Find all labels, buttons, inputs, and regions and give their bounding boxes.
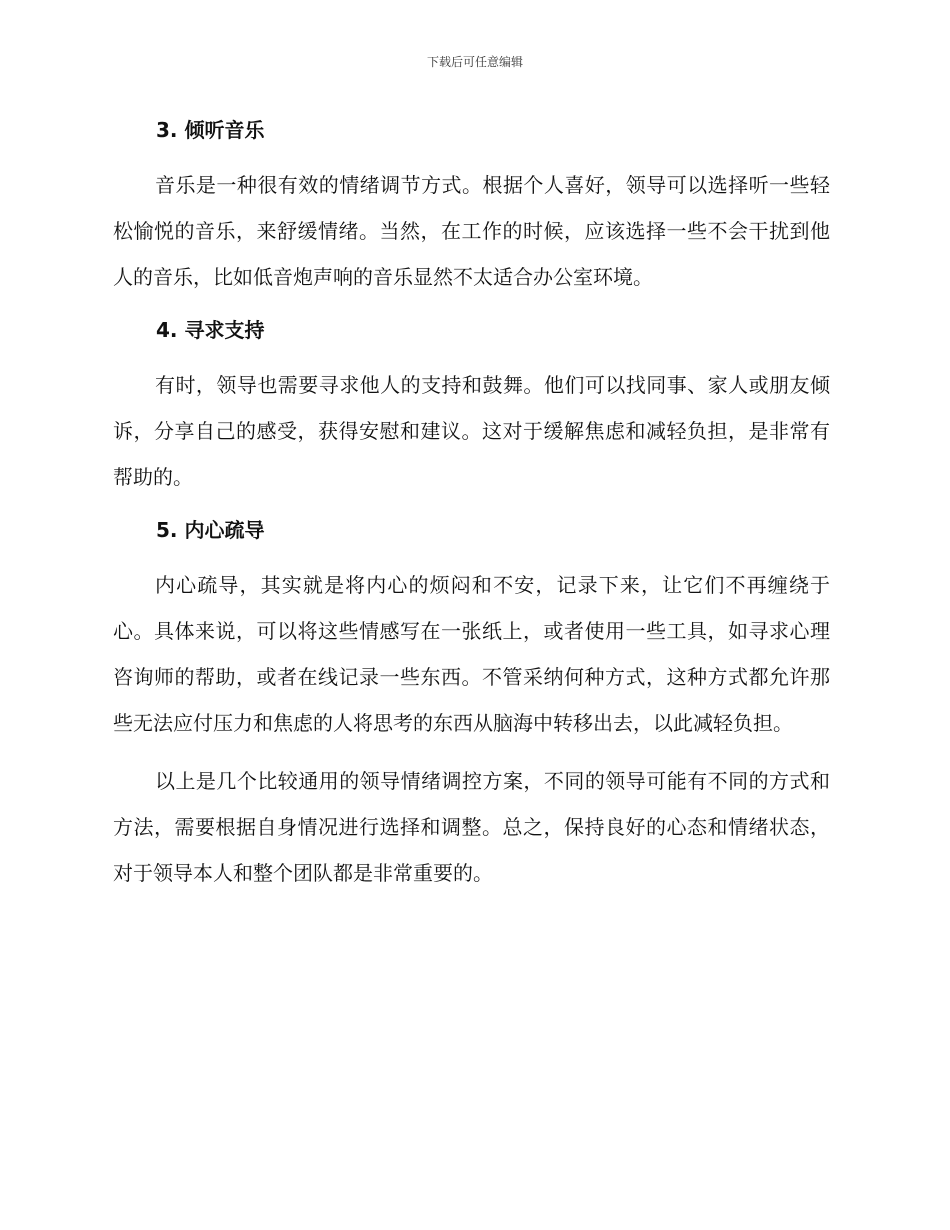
section-paragraph-seek-support: 有时，领导也需要寻求他人的支持和鼓舞。他们可以找同事、家人或朋友倾诉，分享自己的感受，获得安慰和建议。这对于缓解焦虑和减轻负担，是非常有帮助的。 (113, 373, 830, 489)
document-body (113, 112, 830, 896)
section-heading-inner-guidance: 5. 内心疏导 (156, 518, 265, 542)
section-heading-seek-support: 4. 寻求支持 (156, 318, 265, 342)
conclusion-paragraph: 以上是几个比较通用的领导情绪调控方案，不同的领导可能有不同的方式和方法，需要根据自身情况进行选择和调整。总之，保持良好的心态和情绪状态，对于领导本人和整个团队都是非常重要的。 (113, 769, 830, 885)
section-paragraph-listen-music: 音乐是一种很有效的情绪调节方式。根据个人喜好，领导可以选择听一些轻松愉悦的音乐，来舒缓情绪。当然，在工作的时候，应该选择一些不会干扰到他人的音乐，比如低音炮声响的音乐显然不太适合办公室环境。 (113, 173, 830, 289)
section-heading-listen-music: 3. 倾听音乐 (156, 118, 265, 142)
page-header: 下载后可任意编辑 (426, 55, 523, 69)
section-paragraph-inner-guidance: 内心疏导，其实就是将内心的烦闷和不安，记录下来，让它们不再缠绕于心。具体来说，可以将这些情感写在一张纸上，或者使用一些工具，如寻求心理咨询师的帮助，或者在线记录一些东西。不管采纳何种方式，这种方式都允许那些无法应付压力和焦虑的人将思考的东西从脑海中转移出去，以此减轻负担。 (113, 573, 830, 735)
